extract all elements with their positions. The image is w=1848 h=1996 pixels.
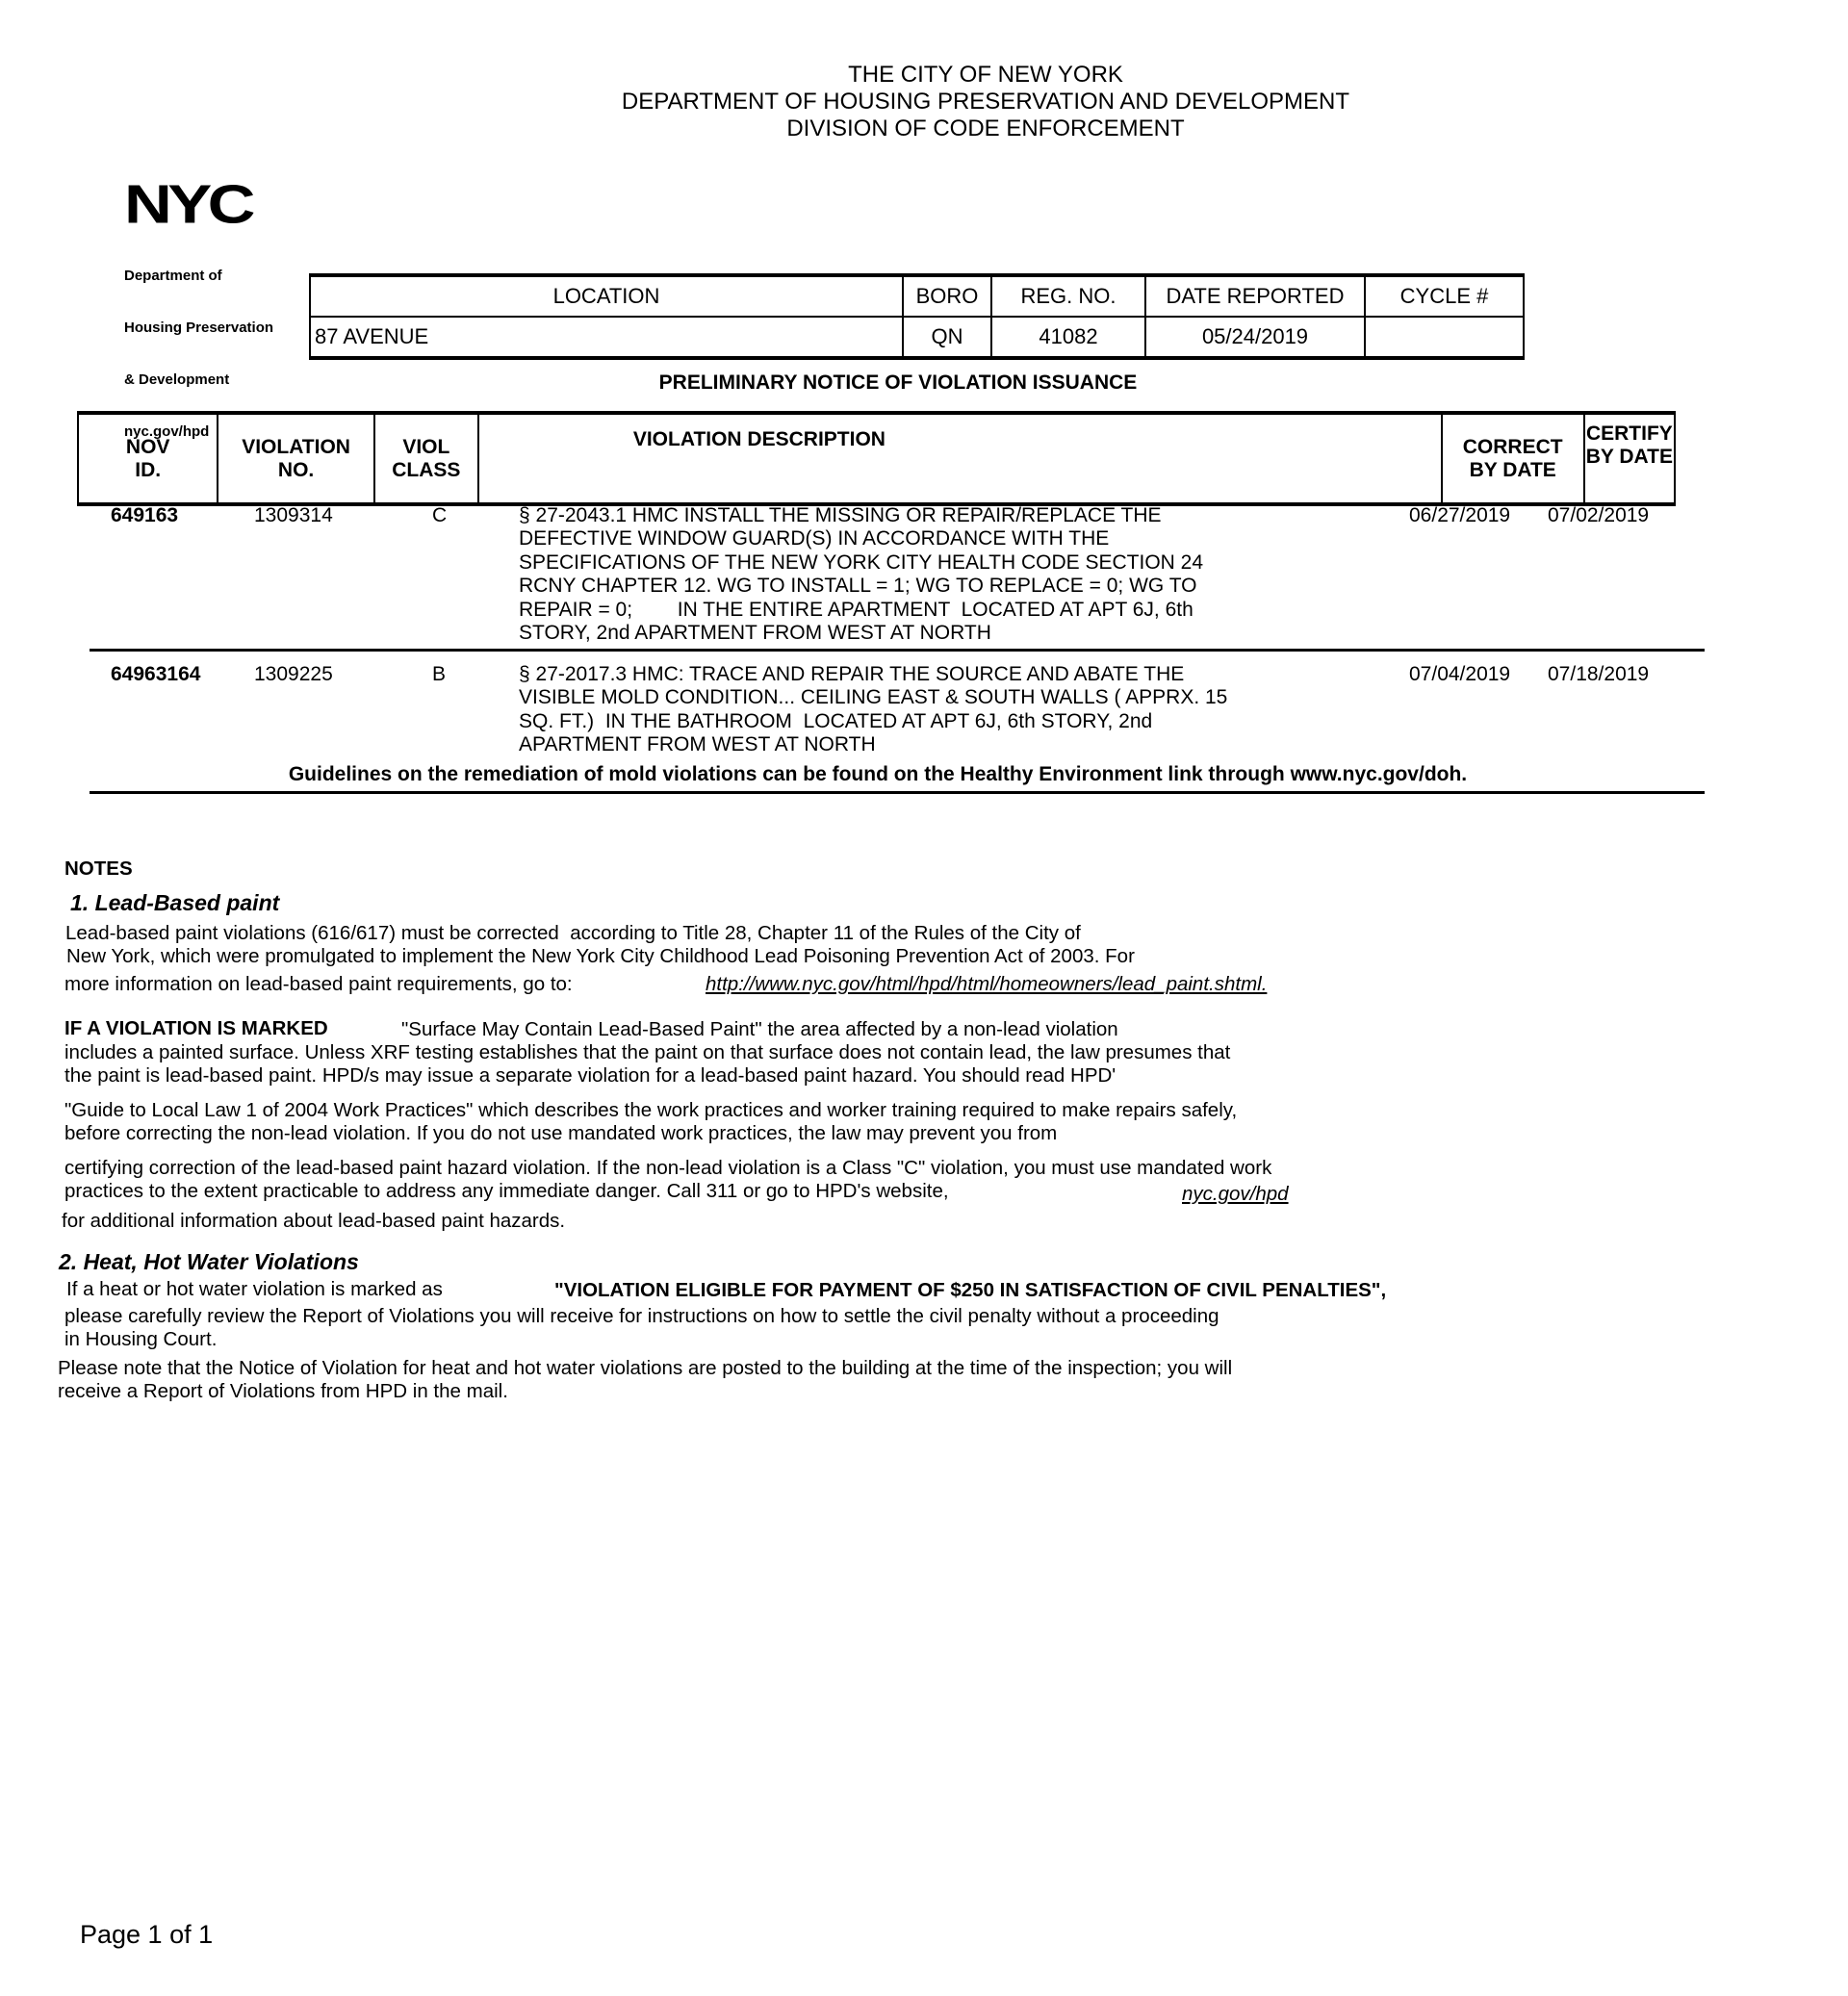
notice-title: PRELIMINARY NOTICE OF VIOLATION ISSUANCE (658, 371, 1138, 394)
logo-text: Department of (124, 268, 222, 284)
header-correct-by: CORRECT BY DATE (1442, 413, 1584, 504)
violation-table-header (77, 411, 1676, 506)
note-text: the paint is lead-based paint. HPD/s may issue a separate violation for a lead-based paint hazard. You should read HPD' (64, 1064, 1116, 1087)
certify-by-date: 07/02/2019 (1548, 504, 1650, 526)
nov-id: 64963164 (111, 663, 201, 685)
violation-class: C (432, 504, 448, 526)
violation-marked-label: IF A VIOLATION IS MARKED (64, 1017, 328, 1039)
note-text: Please note that the Notice of Violation for heat and hot water violations are posted to the building at the time of the inspection; you will (58, 1357, 1233, 1379)
notes-heading: NOTES (64, 857, 133, 880)
logo-text: Housing Preservation (124, 320, 274, 336)
hpd-website-link[interactable]: nyc.gov/hpd (1182, 1183, 1289, 1205)
note-text: practices to the extent practicable to address any immediate danger. Call 311 or go to HPD's website, (64, 1180, 949, 1202)
reg-no-value: 41082 (991, 317, 1145, 358)
penalty-eligibility-text: "VIOLATION ELIGIBLE FOR PAYMENT OF $250 IN SATISFACTION OF CIVIL PENALTIES", (554, 1279, 1387, 1301)
nov-id: 649163 (111, 504, 179, 526)
header-boro: BORO (903, 275, 991, 317)
note-text: before correcting the non-lead violation. If you do not use mandated work practices, the law may prevent you from (64, 1122, 1058, 1144)
page-number: Page 1 of 1 (80, 1920, 214, 1949)
row-divider (90, 649, 1705, 652)
violation-description: § 27-2043.1 HMC INSTALL THE MISSING OR REPAIR/REPLACE THE DEFECTIVE WINDOW GUARD(S) IN ACCORDANCE WITH THE SPECIFICATIONS OF THE NEW YORK CITY HEALTH CODE SECTION 24 RCNY CHAPTER 12. WG TO INSTALL = 1; WG TO REPLACE = 0; WG TO REPAIR = 0; IN THE ENTIRE APARTMENT LOCATED AT APT 6J, 6th STORY, 2nd APARTMENT FROM WEST AT NORTH (519, 504, 1204, 645)
location-value: 87 AVENUE (310, 317, 903, 358)
logo-url: nyc.gov/hpd (124, 423, 210, 440)
header-city: THE CITY OF NEW YORK (848, 62, 1123, 88)
correct-by-date: 07/04/2019 (1409, 663, 1511, 685)
violation-no: 1309314 (254, 504, 333, 526)
table-bottom-rule (90, 791, 1705, 794)
header-nov-id: NOV ID. (78, 413, 218, 504)
header-division: DIVISION OF CODE ENFORCEMENT (786, 115, 1185, 141)
header-violation-no: VIOLATION NO. (218, 413, 373, 504)
note-text: certifying correction of the lead-based paint hazard violation. If the non-lead violation is a Class "C" violation, you must use mandated work (64, 1157, 1272, 1179)
boro-value: QN (903, 317, 991, 358)
note-text: includes a painted surface. Unless XRF testing establishes that the paint on that surface does not contain lead, the law presumes that (64, 1041, 1231, 1063)
header-location: LOCATION (310, 275, 903, 317)
note-text: Lead-based paint violations (616/617) must be corrected according to Title 28, Chapter 11 of the Rules of the City of (65, 922, 1081, 944)
logo-text: & Development (124, 371, 230, 388)
location-table (309, 273, 1525, 360)
heat-water-title: 2. Heat, Hot Water Violations (59, 1249, 359, 1274)
header-certify-by: CERTIFY BY DATE (1584, 413, 1675, 504)
header-viol-class: VIOL CLASS (374, 413, 478, 504)
note-text: New York, which were promulgated to implement the New York City Childhood Lead Poisoning Prevention Act of 2003. For (66, 945, 1135, 967)
mold-guidelines-note: Guidelines on the remediation of mold violations can be found on the Healthy Environment link through www.nyc.gov/doh. (288, 763, 1468, 785)
note-text: for additional information about lead-based paint hazards. (62, 1210, 566, 1232)
note-text: If a heat or hot water violation is marked as (66, 1278, 443, 1300)
lead-paint-title: 1. Lead-Based paint (70, 890, 280, 915)
header-date-reported: DATE REPORTED (1145, 275, 1365, 317)
header-cycle: CYCLE # (1365, 275, 1524, 317)
header-description: VIOLATION DESCRIPTION (478, 413, 1442, 504)
cycle-value (1365, 317, 1524, 358)
correct-by-date: 06/27/2019 (1409, 504, 1511, 526)
date-reported-value: 05/24/2019 (1145, 317, 1365, 358)
note-text: receive a Report of Violations from HPD in the mail. (58, 1380, 508, 1402)
note-text: "Surface May Contain Lead-Based Paint" the area affected by a non-lead violation (401, 1018, 1118, 1040)
header-reg-no: REG. NO. (991, 275, 1145, 317)
note-text: more information on lead-based paint requirements, go to: (64, 973, 573, 995)
violation-description: § 27-2017.3 HMC: TRACE AND REPAIR THE SOURCE AND ABATE THE VISIBLE MOLD CONDITION... CEILING EAST & SOUTH WALLS ( APPRX. 15 SQ. FT.) IN THE BATHROOM LOCATED AT APT 6J, 6th STORY, 2nd APARTMENT FROM WEST AT NORTH (519, 663, 1228, 756)
lead-paint-link[interactable]: http://www.nyc.gov/html/hpd/html/homeowners/lead_paint.shtml. (706, 973, 1268, 995)
nyc-logo-mark: NYC (124, 173, 251, 235)
note-text: in Housing Court. (64, 1328, 218, 1350)
note-text: please carefully review the Report of Violations you will receive for instructions on how to settle the civil penalty without a proceeding (64, 1305, 1219, 1327)
header-department: DEPARTMENT OF HOUSING PRESERVATION AND DEVELOPMENT (621, 89, 1350, 115)
note-text: "Guide to Local Law 1 of 2004 Work Practices" which describes the work practices and worker training required to make repairs safely, (64, 1099, 1238, 1121)
violation-no: 1309225 (254, 663, 333, 685)
violation-class: B (432, 663, 447, 685)
certify-by-date: 07/18/2019 (1548, 663, 1650, 685)
